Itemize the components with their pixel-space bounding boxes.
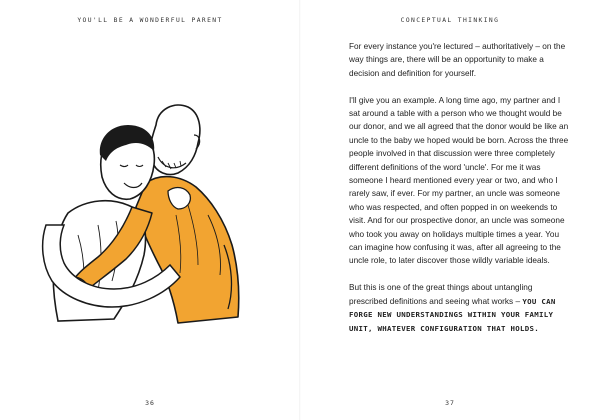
right-page-number: 37: [445, 399, 455, 407]
left-running-head: YOU'LL BE A WONDERFUL PARENT: [77, 17, 223, 24]
paragraph: For every instance you're lectured – authoritatively – on the way things are, there will be an opportunity to make a decision and definition for yourself.: [349, 42, 566, 78]
paragraph: I'll give you an example. A long time ago, my partner and I sat around a table with a person who we thought would be our donor, and we all agreed that the donor would be like an uncle to the baby we hoped would be born. Across the three people involved in that discussion were three completely different definitions of the word 'uncle'. For me it was someone I heard mentioned every year or two, and who I rarely saw, if ever. For my partner, an uncle was someone who was respected, and often popped in on weekends to visit. And for our prospective donor, an uncle was someone who took you away on holidays multiple times a year. You can imagine how confusing it was, after all agreeing to the uncle role, to later discover those wildly variable ideals.: [349, 95, 569, 266]
left-page-number: 36: [145, 399, 155, 407]
two-men-hugging-illustration: [28, 95, 258, 335]
right-running-head: CONCEPTUAL THINKING: [400, 17, 500, 24]
emphasized-statement: YOU CAN FORGE NEW UNDERSTANDINGS WITHIN YOUR FAMILY UNIT, WHATEVER CONFIGURATION THAT HOLDS.: [349, 296, 556, 333]
page-gutter: [299, 0, 301, 420]
closing-paragraph-lead: But this is one of the great things about untangling prescribed definitions and seeing what works –: [349, 283, 533, 306]
body-text: [349, 40, 571, 348]
bald-man-head: [150, 105, 200, 174]
closing-paragraph: [349, 281, 571, 335]
